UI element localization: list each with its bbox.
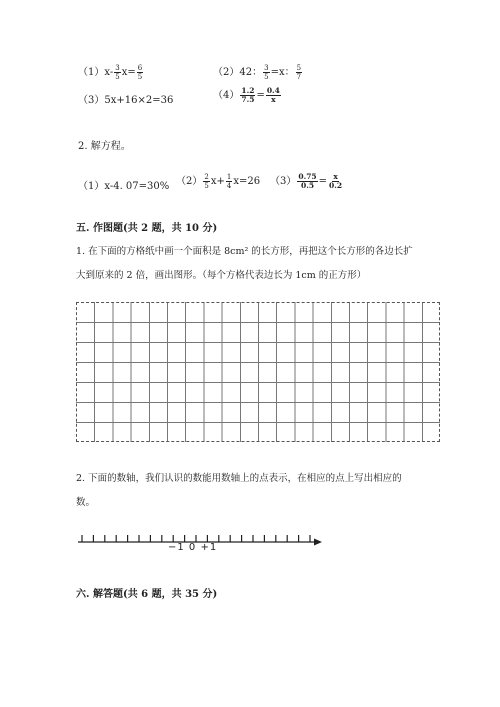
problem-3: （3）5x+16×2=36 (78, 95, 174, 106)
arrow-right-icon (314, 539, 322, 546)
problem-1: （1）x- $\frac{3}{5}$ x= $\frac{6}{5}$ (78, 64, 143, 81)
drawing-question-1-line-2: 大到原来的 2 倍，画出图形。（每个方格代表边长为 1cm 的正方形） (76, 270, 367, 281)
drawing-question-1-line-1: 1. 在下面的方格纸中画一个面积是 8cm² 的长方形，再把这个长方形的各边长扩 (76, 246, 413, 257)
drawing-question-2-line-1: 2. 下面的数轴，我们认识的数能用数轴上的点表示，在相应的点上写出相应的 (76, 473, 402, 484)
section-5-heading: 五. 作图题(共 2 题，共 10 分) (76, 223, 218, 234)
section-6-heading: 六. 解答题(共 6 题，共 35 分) (76, 589, 218, 600)
square-grid-paper[interactable] (76, 302, 440, 442)
equation-2: （2） $\frac{2}{5}$ x+ $\frac{1}{4}$ x=26 (176, 173, 261, 190)
equation-1: （1）x-4. 07=30% (78, 181, 170, 192)
section-2-title: 2. 解方程。 (78, 141, 131, 152)
equation-3: （3） $\frac{0.75}{0.5}$ = $\frac{x}{0.2}$ (270, 172, 343, 190)
number-line-labels: −1 0 +1 (168, 542, 218, 553)
problem-4: （4） $\frac{1.2}{7.5}$ = $\frac{0.4}{x}$ (213, 86, 280, 104)
problem-2: （2）42： $\frac{3}{5}$ =x： $\frac{5}{7}$ (213, 64, 302, 81)
drawing-question-2-line-2: 数。 (76, 497, 96, 508)
